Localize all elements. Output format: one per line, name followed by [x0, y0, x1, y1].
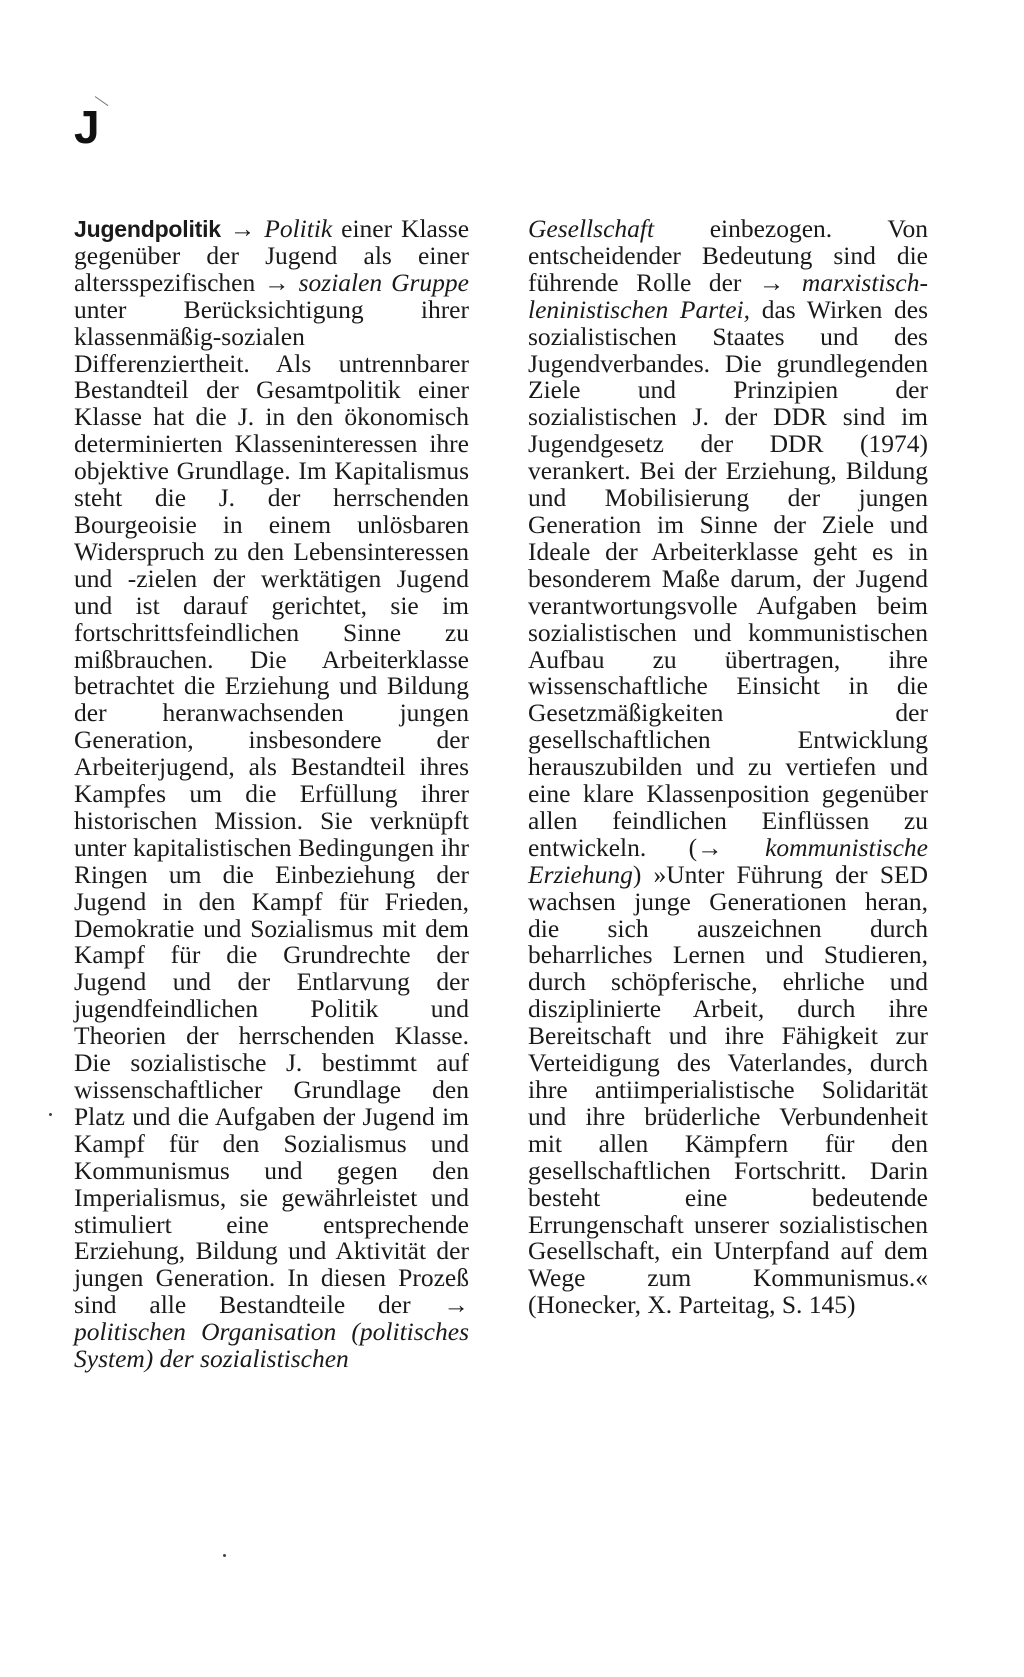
- cross-reference: Gesellschaft: [528, 214, 655, 243]
- body-text: einbezogen. Von entscheidender Bedeutung sind die führende Rolle der: [528, 214, 928, 297]
- body-text: einer Klasse gegenüber der Jugend als einer altersspezifischen: [74, 214, 470, 297]
- cross-reference-arrow-icon: →: [758, 267, 785, 297]
- scan-speck: [223, 1554, 226, 1557]
- body-text: [784, 268, 802, 297]
- body-text: ) »Unter Führung der SED wachsen junge Generationen heran, die sich auszeichnen durch beharrliches Lernen und Studieren, durch schöpferische, ehrliche und disziplinierte Arbeit, durch ihre Bereitschaft und ihre Fähigkeit zur Verteidigung des Vaterlandes, durch ihre antiimperialistische Solidarität und ihre brüderliche Verbundenheit mit allen Kämpfern für den gesellschaftlichen Fortschritt. Darin besteht eine bedeutende Errungenschaft unserer sozialistischen Gesellschaft, ein Unterpfand auf dem Wege zum Kommunismus.« (Honecker, X. Parteitag, S. 145): [528, 859, 928, 1320]
- cross-reference-arrow-icon: →: [697, 832, 723, 862]
- entry-paragraph-start: [74, 216, 469, 1373]
- cross-reference: sozialen Gruppe: [298, 267, 469, 297]
- body-text: das Wirken des sozialistischen Staates und des Jugendverbandes. Die grundlegenden Ziele und Prinzipien der sozialistischen J. der DDR sind im Jugendgesetz der DDR (1974) verankert. Bei der Erziehung, Bildung und Mobilisierung der jungen Generation im Sinne der Ziele und Ideale der Arbeiterklasse geht es in besonderem Maße darum, der Jugend verantwortungsvolle Aufgaben beim sozialistischen und kommunistischen Aufbau zu übertragen, ihre wissenschaftliche Einsicht in die Gesetzmäßigkeiten der gesellschaftlichen Entwicklung herauszubilden und zu vertiefen und eine klare Klassenposition gegenüber allen feindlichen Einflüssen zu entwickeln. (: [528, 294, 928, 862]
- body-text: [723, 833, 765, 862]
- cross-reference-arrow-icon: →: [264, 267, 290, 297]
- entry-headword: Jugendpolitik: [74, 216, 221, 242]
- entry-text-right: [528, 214, 928, 1319]
- section-letter: J: [74, 101, 100, 153]
- cross-reference: kommunistische Erziehung: [528, 832, 928, 889]
- body-text: unter Berücksichtigung ihrer klassenmäßig-sozialen Differenziertheit. Als untrennbarer Bestandteil der Gesamtpolitik einer Klasse hat die J. in den ökonomisch determinierten Klasseninteressen ihre objektive Grundlage. Im Kapitalismus steht die J. der herrschenden Bourgeoisie in einem unlösbaren Widerspruch zu den Lebensinteressen und -zielen der werktätigen Jugend und ist darauf gerichtet, sie im fortschrittsfeindlichen Sinne zu mißbrauchen. Die Arbeiterklasse betrachtet die Erziehung und Bildung der heranwachsenden jungen Generation, insbesondere der Arbeiterjugend, als Bestandteil ihres Kampfes um die Erfüllung ihrer historischen Mission. Sie verknüpft unter kapitalistischen Bedingungen ihr Ringen um die Einbeziehung der Jugend in den Kampf für Frieden, Demokratie und Sozialismus mit dem Kampf für die Grundrechte der Jugend und der Entlarvung der jugendfeindlichen Politik und Theorien der herrschenden Klasse. Die sozialistische J. bestimmt auf wissenschaftlicher Grundlage den Platz und die Aufgaben der Jugend im Kampf für den Sozialismus und Kommunismus und gegen den Imperialismus, sie gewährleistet und stimuliert eine entsprechende Erziehung, Bildung und Aktivität der jungen Generation. In diesen Prozeß sind alle Bestandteile der: [74, 294, 469, 1320]
- text-column-right: [528, 216, 928, 1319]
- entry-text-left: [74, 214, 469, 1373]
- entry-paragraph-continued: [528, 216, 928, 1319]
- body-text: [255, 214, 264, 243]
- text-column-left: [74, 216, 469, 1373]
- cross-reference-arrow-icon: →: [229, 214, 256, 243]
- cross-reference: Politik: [264, 214, 333, 243]
- body-text: [290, 268, 299, 297]
- cross-reference: politischen Organisation (politisches System) der sozialistischen: [74, 1317, 469, 1374]
- cross-reference-arrow-icon: →: [443, 1290, 469, 1320]
- scan-speck: [49, 1113, 52, 1116]
- body-text: [221, 214, 230, 243]
- cross-reference: marxistisch-leninistischen Partei,: [528, 267, 928, 324]
